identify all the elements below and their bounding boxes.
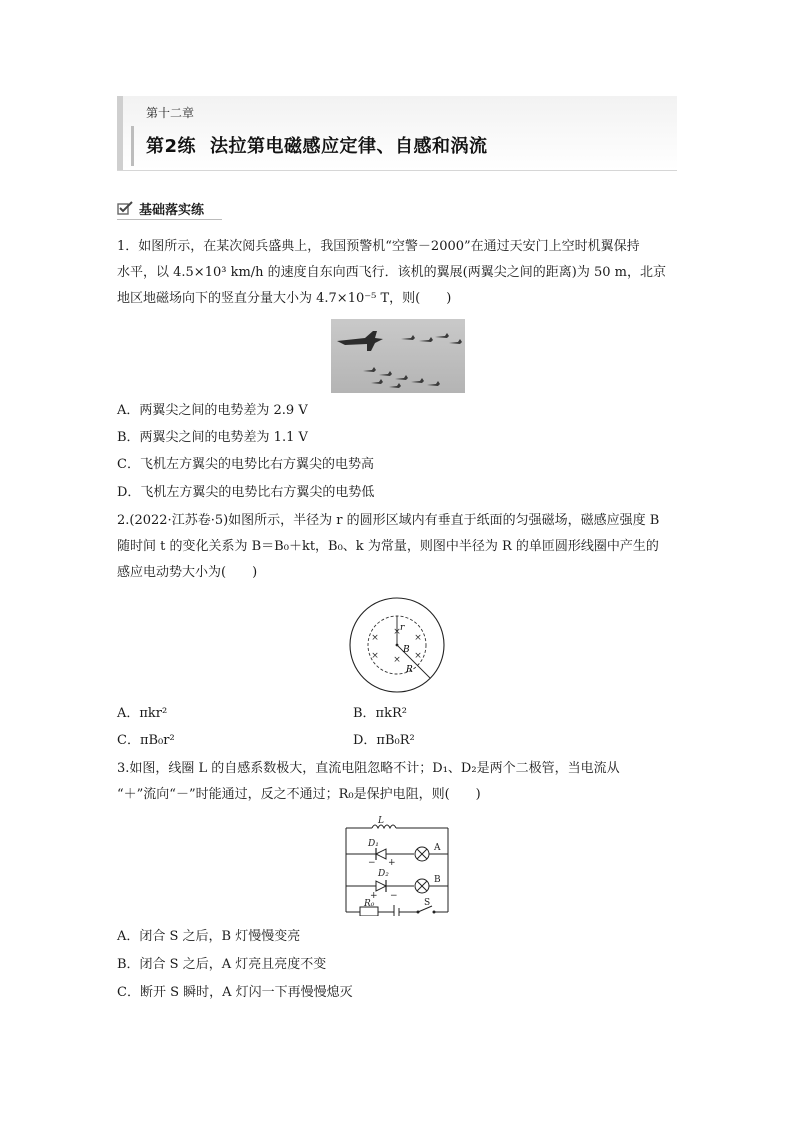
q3-stem-line-2: “＋”流向“－”时能通过，反之不通过；R₀是保护电阻，则( ) bbox=[117, 787, 481, 802]
lesson-number: 第2练 bbox=[146, 136, 197, 157]
q2-option-d: D．πB₀R² bbox=[353, 733, 415, 748]
q1-stem-line-3: 地区地磁场向下的竖直分量大小为 4.7×10⁻⁵ T，则( ) bbox=[117, 291, 452, 306]
fig-label-lamp-B: B bbox=[434, 875, 441, 885]
section-rule bbox=[117, 219, 222, 220]
q1-stem-line-1: 1．如图所示，在某次阅兵盛典上，我国预警机“空警－2000”在通过天安门上空时机翼保持 bbox=[117, 239, 640, 254]
q1-option-d: D．飞机左方翼尖的电势比右方翼尖的电势低 bbox=[117, 485, 375, 500]
svg-text:×: × bbox=[414, 651, 422, 661]
fig-label-r: r bbox=[400, 623, 405, 633]
q2-option-b: B．πkR² bbox=[353, 706, 407, 721]
section-label: 基础落实练 bbox=[139, 202, 205, 218]
svg-text:×: × bbox=[393, 655, 401, 665]
q1-option-a: A．两翼尖之间的电势差为 2.9 V bbox=[117, 403, 308, 418]
header-accent-bar bbox=[117, 96, 123, 170]
fig-label-L: L bbox=[378, 816, 384, 826]
q3-option-c: C．断开 S 瞬时，A 灯闪一下再慢慢熄灭 bbox=[117, 985, 353, 1000]
fig-label-B: B bbox=[403, 645, 410, 655]
q1-option-c: C．飞机左方翼尖的电势比右方翼尖的电势高 bbox=[117, 457, 374, 472]
q2-stem-line-3: 感应电动势大小为( ) bbox=[117, 565, 258, 580]
header-divider bbox=[131, 126, 134, 166]
fig-label-D2: D₂ bbox=[378, 869, 389, 879]
fig-label-d2-minus: − bbox=[390, 891, 398, 901]
check-square-icon bbox=[117, 201, 133, 215]
q2-option-c: C．πB₀r² bbox=[117, 733, 175, 748]
circuit-diagram bbox=[338, 812, 456, 916]
svg-text:×: × bbox=[371, 633, 379, 643]
q2-stem-line-1: 2.(2022·江苏卷·5)如图所示，半径为 r 的圆形区域内有垂直于纸面的匀强磁场，磁感应强度 B bbox=[117, 513, 660, 528]
aircraft-formation-photo bbox=[331, 319, 465, 393]
page-title bbox=[146, 132, 488, 158]
q2-stem-line-2: 随时间 t 的变化关系为 B＝B₀＋kt，B₀、k 为常量，则图中半径为 R 的单匝圆形线圈中产生的 bbox=[117, 539, 659, 554]
svg-text:×: × bbox=[414, 633, 422, 643]
fig-label-switch-S: S bbox=[424, 898, 431, 908]
q1-stem-line-2: 水平，以 4.5×10³ km/h 的速度自东向西飞行．该机的翼展(两翼尖之间的距离)为 50 m，北京 bbox=[117, 265, 666, 280]
svg-text:×: × bbox=[393, 627, 401, 637]
q3-stem-line-1: 3.如图，线圈 L 的自感系数极大，直流电阻忽略不计；D₁、D₂是两个二极管，当电流从 bbox=[117, 761, 620, 776]
fig-label-R0: R₀ bbox=[364, 899, 375, 909]
lesson-title: 法拉第电磁感应定律、自感和涡流 bbox=[210, 136, 488, 157]
fig-label-d2-plus: + bbox=[370, 891, 378, 901]
fig-label-R: R bbox=[406, 665, 413, 675]
chapter-label: 第十二章 bbox=[146, 106, 195, 120]
q3-option-b: B．闭合 S 之后，A 灯亮且亮度不变 bbox=[117, 957, 327, 972]
fig-label-lamp-A: A bbox=[434, 843, 441, 853]
q3-option-a: A．闭合 S 之后，B 灯慢慢变亮 bbox=[117, 929, 301, 944]
fig-label-d1-plus: + bbox=[388, 858, 396, 868]
q2-option-a: A．πkr² bbox=[117, 706, 168, 721]
fig-label-D1: D₁ bbox=[368, 839, 379, 849]
header-rule bbox=[117, 170, 677, 171]
q1-option-b: B．两翼尖之间的电势差为 1.1 V bbox=[117, 430, 308, 445]
section-heading bbox=[117, 198, 222, 218]
magnetic-field-circle-diagram bbox=[342, 596, 452, 696]
fig-label-d1-minus: − bbox=[368, 858, 376, 868]
svg-text:×: × bbox=[371, 651, 379, 661]
